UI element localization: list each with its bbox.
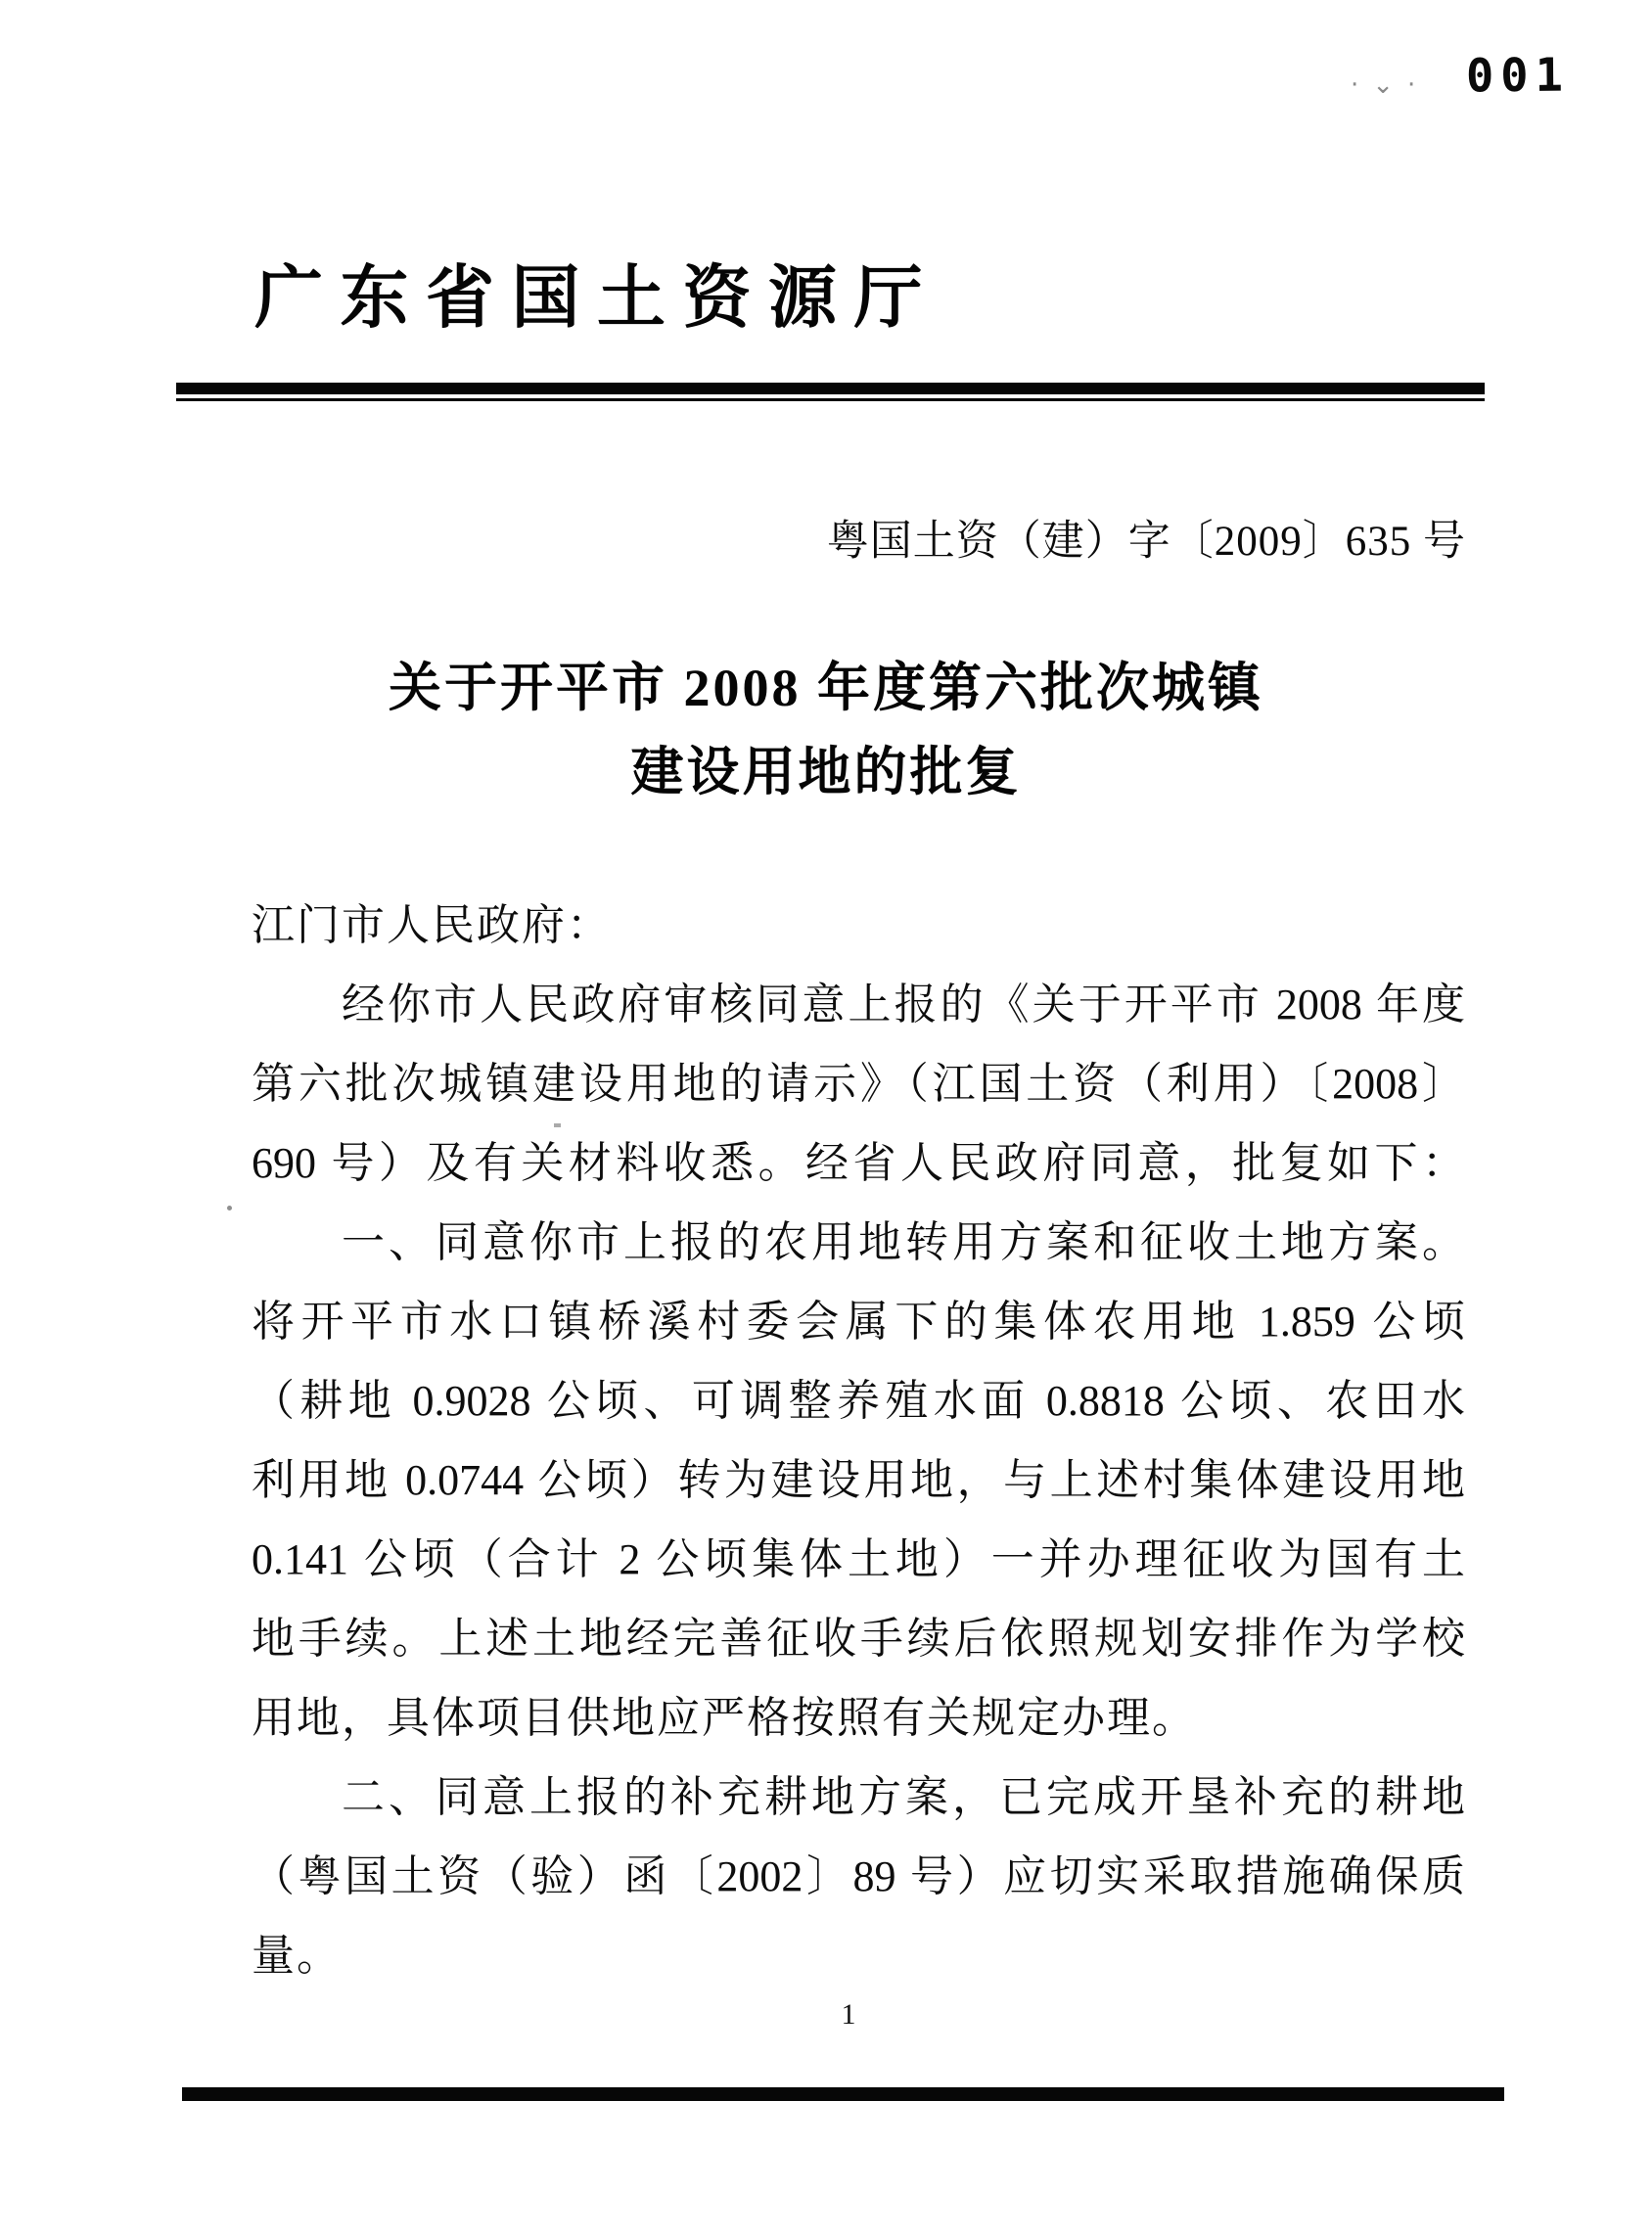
footer-rule (182, 2087, 1504, 2101)
body-line: 地手续。上述土地经完善征收手续后依照规划安排作为学校 (252, 1615, 1465, 1663)
document-title-line1: 关于开平市 2008 年度第六批次城镇 (389, 659, 1263, 717)
agency-masthead: 广 东 省 国 土 资 源 厅 (254, 261, 923, 337)
body-line: 将开平市水口镇桥溪村委会属下的集体农用地 1.859 公顷 (252, 1298, 1465, 1346)
scan-noise-dot (554, 1123, 561, 1127)
body-line: 量。 (252, 1932, 342, 1980)
document-reference-number: 粤国土资（建）字〔2009〕635 号 (826, 519, 1466, 565)
body-line: 用地，具体项目供地应严格按照有关规定办理。 (252, 1694, 1197, 1742)
body-line: 一、同意你市上报的农用地转用方案和征收土地方案。 (342, 1218, 1465, 1266)
body-line: 经你市人民政府审核同意上报的《关于开平市 2008 年度 (342, 981, 1465, 1028)
body-line: 0.141 公顷（合计 2 公顷集体土地）一并办理征收为国有土 (252, 1535, 1465, 1583)
body-line: （耕地 0.9028 公顷、可调整养殖水面 0.8818 公顷、农田水 (252, 1377, 1465, 1425)
masthead-rule-thin (176, 398, 1485, 401)
document-title (0, 646, 1652, 814)
document-body (252, 886, 1465, 1995)
document-title-line2: 建设用地的批复 (630, 743, 1022, 801)
body-line: 第六批次城镇建设用地的请示》（江国土资（利用）〔2008〕 (252, 1060, 1465, 1108)
body-line: 二、同意上报的补充耕地方案，已完成开垦补充的耕地 (342, 1773, 1465, 1821)
body-line: 利用地 0.0744 公顷）转为建设用地，与上述村集体建设用地 (252, 1456, 1465, 1504)
scan-noise-dot (227, 1206, 232, 1210)
body-line: （粤国土资（验）函〔2002〕89 号）应切实采取措施确保质 (252, 1852, 1465, 1900)
page-number: 1 (841, 1998, 856, 2031)
masthead-rule-thick (176, 383, 1485, 394)
salutation: 江门市人民政府： (252, 901, 612, 949)
body-line: 690 号）及有关材料收悉。经省人民政府同意，批复如下： (252, 1139, 1465, 1187)
page-number-stamp: 001 (1465, 48, 1571, 104)
scan-stray-marks: ·⌄· (1351, 70, 1430, 100)
